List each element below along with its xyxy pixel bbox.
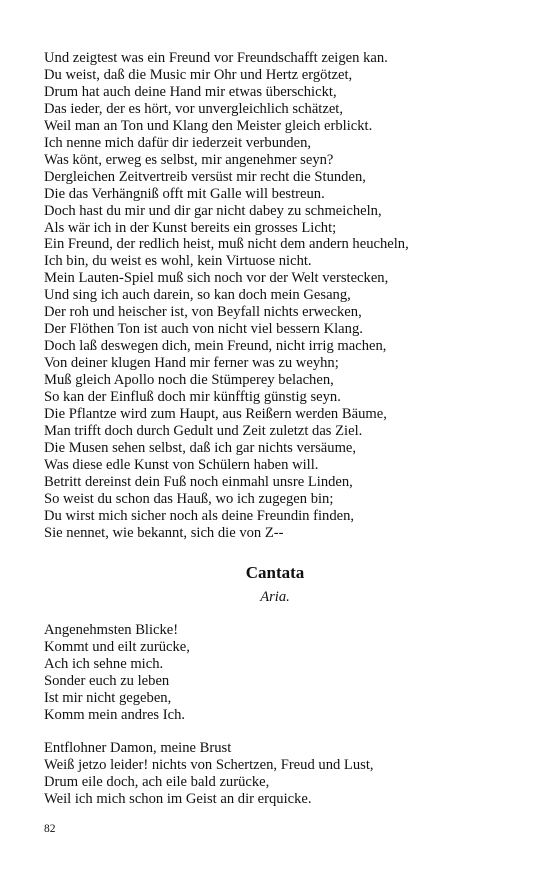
- poem-line: Das ieder, der es hört, vor unvergleichlich schätzet,: [44, 100, 344, 117]
- poem-line: Ein Freund, der redlich heist, muß nicht dem andern heucheln,: [44, 236, 409, 253]
- poem-line: Mein Lauten-Spiel muß sich noch vor der Welt verstecken,: [44, 270, 389, 287]
- recitative-line: Entflohner Damon, meine Brust: [44, 740, 232, 756]
- poem-line: Der Flöthen Ton ist auch von nicht viel bessern Klang.: [44, 321, 363, 338]
- aria-line: Komm mein andres Ich.: [44, 706, 186, 723]
- poem-line: Was diese edle Kunst von Schülern haben will.: [44, 456, 319, 473]
- poem-line: Die Musen sehen selbst, daß ich gar nichts versäume,: [44, 439, 357, 456]
- poem-line: Sie nennet, wie bekannt, sich die von Z--: [44, 524, 284, 541]
- poem-line: Die das Verhängniß offt mit Galle will bestreun.: [44, 185, 325, 202]
- aria-line: Ach ich sehne mich.: [44, 655, 164, 672]
- poem-line: Was könt, erweg es selbst, mir angenehmer seyn?: [44, 151, 334, 168]
- poem-line: Betritt dereinst dein Fuß noch einmahl unsre Linden,: [44, 473, 353, 490]
- aria-line: Ist mir nicht gegeben,: [44, 689, 172, 706]
- poem-line: So kan der Einfluß doch mir künfftig günstig seyn.: [44, 389, 341, 406]
- poem-line: Der roh und heischer ist, von Beyfall nichts erwecken,: [44, 304, 362, 321]
- aria-heading: Aria.: [260, 589, 290, 605]
- poem-line: So weist du schon das Hauß, wo ich zugegen bin;: [44, 490, 334, 507]
- poem-line: Und zeigtest was ein Freund vor Freundschafft zeigen kan.: [44, 50, 388, 66]
- poem-line: Muß gleich Apollo noch die Stümperey belachen,: [44, 372, 334, 389]
- poem-line: Ich nenne mich dafür dir iederzeit verbunden,: [44, 134, 312, 151]
- poem-line: Doch hast du mir und dir gar nicht dabey zu schmeicheln,: [44, 202, 382, 219]
- poem-line: Drum hat auch deine Hand mir etwas überschickt,: [44, 83, 337, 100]
- poem-line: Als wär ich in der Kunst bereits ein grosses Licht;: [44, 219, 337, 236]
- recitative-line: Drum eile doch, ach eile bald zurücke,: [44, 773, 270, 790]
- aria-line: Angenehmsten Blicke!: [44, 622, 179, 638]
- poem-line: Die Pflantze wird zum Haupt, aus Reißern werden Bäume,: [44, 406, 387, 423]
- poem-line: Ich bin, du weist es wohl, kein Virtuose nicht.: [44, 253, 312, 270]
- poem-line: Man trifft doch durch Gedult und Zeit zuletzt das Ziel.: [44, 422, 363, 439]
- aria-line: Kommt und eilt zurücke,: [44, 638, 190, 655]
- recitative-line: Weiß jetzo leider! nichts von Schertzen, Freud und Lust,: [44, 756, 374, 773]
- poem-line: Du wirst mich sicher noch als deine Freundin finden,: [44, 507, 355, 524]
- aria-line: Sonder euch zu leben: [44, 672, 170, 689]
- recitative-block: [44, 740, 514, 808]
- aria-block: [44, 622, 514, 724]
- poem-line: Von deiner klugen Hand mir ferner was zu weyhn;: [44, 355, 339, 372]
- cantata-title: Cantata: [245, 563, 305, 582]
- poem-line: Du weist, daß die Music mir Ohr und Hertz ergötzet,: [44, 66, 353, 83]
- poem-line: Doch laß deswegen dich, mein Freund, nicht irrig machen,: [44, 338, 387, 355]
- page-number: 82: [44, 823, 56, 835]
- poem-line: Dergleichen Zeitvertreib versüst mir recht die Stunden,: [44, 168, 366, 185]
- poem-line: Weil man an Ton und Klang den Meister gleich erblickt.: [44, 117, 373, 134]
- poem-block: [44, 50, 514, 542]
- recitative-line: Weil ich mich schon im Geist an dir erquicke.: [44, 790, 312, 807]
- poem-line: Und sing ich auch darein, so kan doch mein Gesang,: [44, 287, 351, 304]
